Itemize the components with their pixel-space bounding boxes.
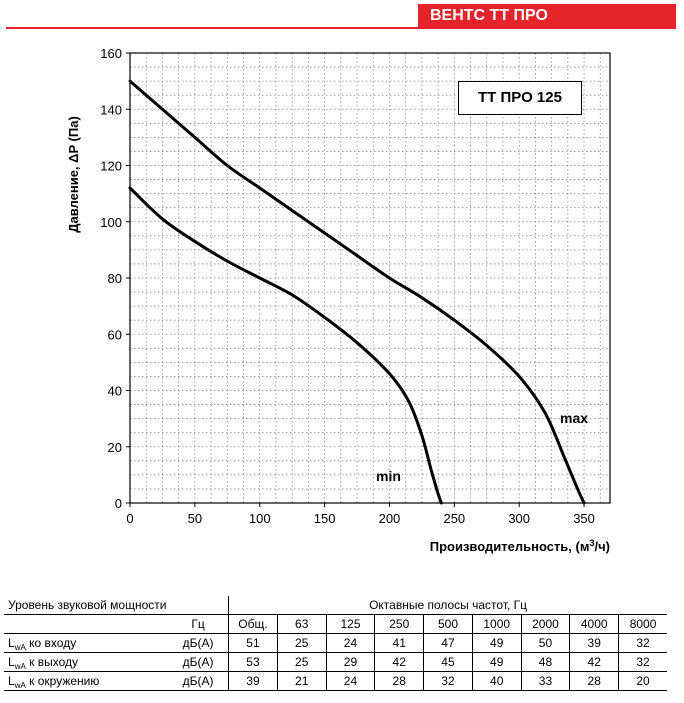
table-cell: 49 bbox=[472, 634, 521, 653]
row-label: $L_{wA}$ ко входу bbox=[4, 634, 168, 653]
sound-table-title: Уровень звуковой мощности bbox=[4, 596, 229, 615]
series-label-max: max bbox=[560, 410, 589, 426]
table-row bbox=[4, 653, 667, 672]
table-cell: 32 bbox=[424, 672, 473, 691]
row-unit: дБ(А) bbox=[168, 672, 229, 691]
y-tick-label: 140 bbox=[100, 102, 122, 118]
table-cell: 29 bbox=[326, 653, 375, 672]
name-header-empty bbox=[4, 615, 168, 634]
row-label: $L_{wA}$ к окружению bbox=[4, 672, 168, 691]
x-tick-label: 150 bbox=[313, 511, 336, 526]
x-axis-label: Производительность, $(м^3/ч)$ bbox=[429, 538, 610, 554]
table-cell: 53 bbox=[229, 653, 278, 672]
y-tick-label: 40 bbox=[107, 383, 122, 399]
row-label: $L_{wA}$ к выходу bbox=[4, 653, 168, 672]
table-cell: 24 bbox=[326, 672, 375, 691]
bands-title: Октавные полосы частот, Гц bbox=[229, 596, 667, 615]
table-cell: 48 bbox=[521, 653, 570, 672]
table-cell: 47 bbox=[424, 634, 473, 653]
x-tick-label: 200 bbox=[378, 511, 401, 526]
table-cell: 49 bbox=[472, 653, 521, 672]
table-cell: 24 bbox=[326, 634, 375, 653]
x-tick-label: 50 bbox=[187, 511, 203, 526]
table-cell: 41 bbox=[375, 634, 424, 653]
y-tick-label: 160 bbox=[100, 46, 122, 61]
band-header: 4000 bbox=[570, 615, 619, 634]
band-header: 8000 bbox=[619, 615, 667, 634]
table-cell: 40 bbox=[472, 672, 521, 691]
band-header: Общ. bbox=[229, 615, 278, 634]
band-header: 1000 bbox=[472, 615, 521, 634]
table-cell: 25 bbox=[277, 653, 326, 672]
series-label-min: min bbox=[376, 468, 401, 484]
y-tick-label: 60 bbox=[107, 327, 122, 343]
table-cell: 20 bbox=[619, 672, 667, 691]
table-cell: 50 bbox=[521, 634, 570, 653]
x-tick-label: 0 bbox=[126, 511, 134, 526]
band-header: 125 bbox=[326, 615, 375, 634]
x-tick-label: 300 bbox=[508, 511, 531, 526]
y-tick-label: 100 bbox=[100, 214, 122, 230]
x-tick-label: 250 bbox=[443, 511, 466, 526]
x-tick-label: 350 bbox=[573, 511, 595, 526]
row-unit: дБ(А) bbox=[168, 653, 229, 672]
table-cell: 51 bbox=[229, 634, 278, 653]
table-row bbox=[4, 634, 667, 653]
unit-header: Гц bbox=[168, 615, 229, 634]
table-cell: 42 bbox=[375, 653, 424, 672]
band-header: 63 bbox=[277, 615, 326, 634]
sound-power-table bbox=[4, 596, 667, 691]
table-cell: 25 bbox=[277, 634, 326, 653]
band-header: 250 bbox=[375, 615, 424, 634]
y-tick-label: 120 bbox=[100, 158, 122, 174]
band-header: 2000 bbox=[521, 615, 570, 634]
table-cell: 32 bbox=[619, 653, 667, 672]
table-cell: 33 bbox=[521, 672, 570, 691]
table-cell: 39 bbox=[570, 634, 619, 653]
table-cell: 21 bbox=[277, 672, 326, 691]
table-cell: 32 bbox=[619, 634, 667, 653]
table-cell: 28 bbox=[570, 672, 619, 691]
table-cell: 28 bbox=[375, 672, 424, 691]
y-axis-label: Давление, ΔP (Па) bbox=[66, 116, 81, 233]
table-row bbox=[4, 672, 667, 691]
x-tick-label: 100 bbox=[248, 511, 271, 526]
brand-badge: ВЕНТС ТТ ПРО bbox=[418, 4, 676, 28]
y-tick-label: 80 bbox=[107, 271, 122, 286]
table-cell: 42 bbox=[570, 653, 619, 672]
table-cell: 45 bbox=[424, 653, 473, 672]
y-tick-label: 0 bbox=[114, 496, 122, 511]
row-unit: дБ(А) bbox=[168, 634, 229, 653]
table-cell: 39 bbox=[229, 672, 278, 691]
y-tick-label: 20 bbox=[107, 439, 122, 455]
model-label: ТТ ПРО 125 bbox=[458, 81, 582, 115]
band-header: 500 bbox=[424, 615, 473, 634]
